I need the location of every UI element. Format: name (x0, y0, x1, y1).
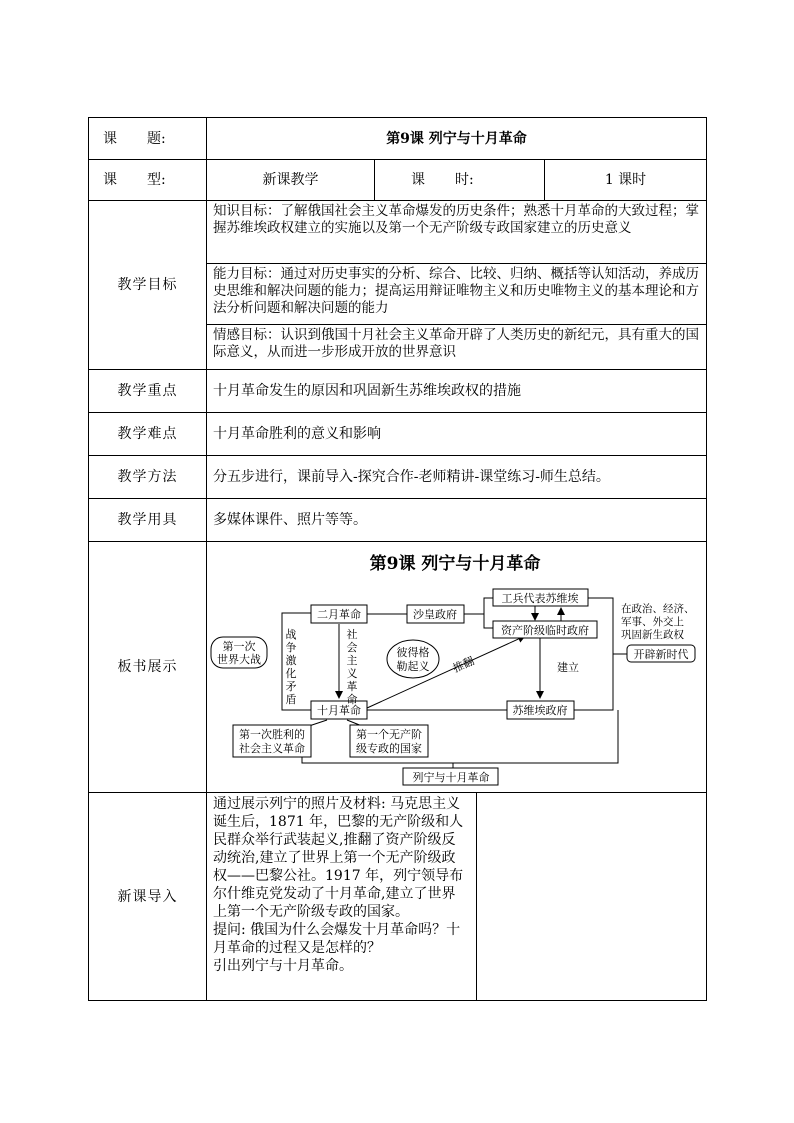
new-era-text: 开辟新时代 (633, 648, 689, 661)
first-dictatorship-text-2: 级专政的国家 (356, 742, 422, 755)
goals-row (89, 201, 707, 370)
emotion-goal: 情感目标：认识到俄国十月社会主义革命开辟了人类历史的新纪元，具有重大的国际意义，从而进一步形成开放的世界意识 (213, 327, 699, 360)
socialist-label-2: 主 (346, 654, 358, 667)
type-value: 新课教学 (207, 160, 375, 201)
socialist-label-1: 会 (346, 641, 358, 654)
feb-text: 二月革命 (317, 608, 361, 621)
intro-line: 权——巴黎公社。1917 年，列宁领导布 (213, 868, 464, 884)
tools-value: 多媒体课件、照片等等。 (207, 499, 707, 542)
intro-row (89, 793, 707, 1001)
socialist-label-5: 命 (346, 693, 358, 706)
tools-row (89, 499, 707, 542)
socialist-label-3: 义 (346, 667, 358, 680)
key-points-value: 十月革命发生的原因和巩固新生苏维埃政权的措施 (207, 370, 707, 413)
topic-label: 课 题: (89, 118, 207, 160)
overthrow-label: 推翻 (450, 654, 477, 676)
war-label-2: 激 (285, 654, 297, 667)
type-row (89, 160, 707, 201)
establish-label: 建立 (557, 661, 579, 674)
first-dictatorship-text-1: 第一个无产阶 (356, 728, 422, 741)
methods-row (89, 456, 707, 499)
type-label: 课 型: (89, 160, 207, 201)
first-socialist-text-2: 社会主义革命 (239, 742, 305, 755)
goals-label: 教学目标 (89, 201, 207, 370)
war-label-1: 争 (285, 641, 297, 654)
intro-line: 上第一个无产阶级专政的国家。 (213, 904, 409, 920)
measures-label-3: 巩固新生政权 (621, 629, 684, 641)
tools-label: 教学用具 (89, 499, 207, 542)
war-label-4: 矛 (285, 680, 297, 693)
board-row (89, 542, 707, 793)
war-label-0: 战 (285, 628, 297, 641)
war-label-5: 盾 (285, 693, 297, 706)
socialist-label-4: 革 (346, 680, 358, 693)
board-diagram (207, 542, 707, 792)
key-points-label: 教学重点 (89, 370, 207, 413)
methods-value: 分五步进行，课前导入-探究合作-老师精讲-课堂练习-师生总结。 (207, 456, 707, 499)
intro-line: 尔什维克党发动了十月革命,建立了世界 (213, 886, 456, 902)
measures-label-2: 军事、外交上 (621, 616, 684, 628)
intro-line: 民群众举行武装起义,推翻了资产阶级反 (213, 832, 456, 848)
key-points-row (89, 370, 707, 413)
methods-label: 教学方法 (89, 456, 207, 499)
tsar-text: 沙皇政府 (413, 608, 457, 621)
intro-label: 新课导入 (89, 793, 207, 1001)
first-socialist-text-1: 第一次胜利的 (239, 728, 305, 741)
intro-line: 月革命的过程又是怎样的？ (213, 940, 381, 956)
petrograd-text-2: 勒起义 (396, 660, 430, 673)
footer-text: 列宁与十月革命 (412, 771, 490, 784)
provisional-text: 资产阶级临时政府 (501, 624, 589, 637)
petrograd-text-1: 彼得格 (396, 646, 430, 659)
intro-line: 诞生后，1871 年，巴黎的无产阶级和人 (213, 814, 464, 830)
lesson-title: 第9课 列宁与十月革命 (207, 118, 707, 160)
socialist-label-0: 社 (346, 628, 358, 641)
intro-line: 通过展示列宁的照片及材料: 马克思主义 (213, 796, 461, 812)
oct-text: 十月革命 (317, 704, 361, 717)
board-label: 板书展示 (89, 542, 207, 793)
ww1-text-1: 第一次 (222, 640, 256, 653)
goals-cell (207, 201, 707, 370)
measures-label-1: 在政治、经济、 (621, 603, 695, 615)
intro-empty-cell (477, 793, 707, 1001)
difficulties-label: 教学难点 (89, 413, 207, 456)
difficulties-value: 十月革命胜利的意义和影响 (207, 413, 707, 456)
ww1-text-2: 世界大战 (217, 653, 261, 666)
soviet-gov-text: 苏维埃政府 (512, 704, 568, 717)
intro-line: 引出列宁与十月革命。 (213, 958, 353, 974)
lesson-plan-table (88, 117, 707, 1001)
knowledge-goal: 知识目标：了解俄国社会主义革命爆发的历史条件；熟悉十月革命的大致过程；掌握苏维埃政权建立的实施以及第一个无产阶级专政国家建立的历史意义 (207, 201, 706, 264)
intro-text (207, 793, 477, 1001)
board-title: 第9课 列宁与十月革命 (369, 554, 541, 574)
difficulties-row (89, 413, 707, 456)
intro-line: 提问: 俄国为什么会爆发十月革命吗？十 (213, 922, 461, 938)
war-label-3: 化 (285, 667, 297, 680)
time-value: 1 课时 (545, 160, 707, 201)
ability-goal: 能力目标：通过对历史事实的分析、综合、比较、归纳、概括等认知活动，养成历史思维和解决问题的能力；提高运用辩证唯物主义和历史唯物主义的基本理论和方法分析问题和解决问题的能力 (207, 264, 706, 325)
intro-line: 动统治,建立了世界上第一个无产阶级政 (213, 850, 456, 866)
board-cell (207, 542, 707, 793)
topic-row (89, 118, 707, 160)
soviet-workers-text: 工兵代表苏维埃 (501, 592, 579, 605)
time-label: 课 时: (375, 160, 545, 201)
